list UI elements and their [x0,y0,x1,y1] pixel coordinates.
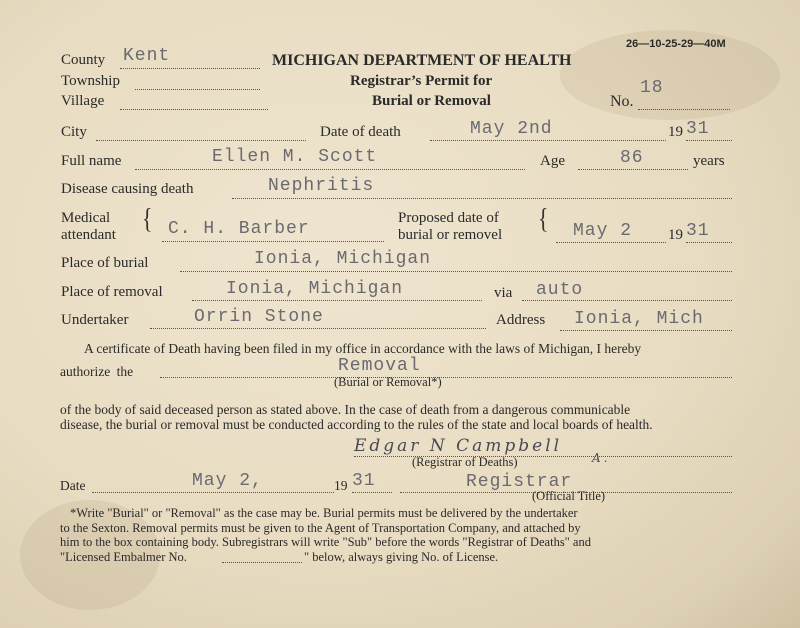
license-line [222,562,302,563]
address-label: Address [496,312,546,328]
date-year-prefix: 19 [334,478,348,493]
years-label: years [693,153,725,169]
proposed-label-1: Proposed date of [398,210,499,226]
medical-attendant-value: C. H. Barber [168,219,310,239]
full-name-value: Ellen M. Scott [212,147,378,167]
body-text-1: of the body of said deceased person as stated above. In the case of death from a dangerous communicable [60,402,631,417]
undertaker-line [150,328,486,329]
signature-line [354,456,732,457]
registrar-signature: Edgar N Campbell [354,436,563,456]
date-year-value: 31 [352,471,376,491]
full-name-label: Full name [61,153,122,169]
authorize-line [160,377,732,378]
age-value: 86 [620,148,644,168]
township-label: Township [61,73,120,89]
death-year-value: 31 [686,119,710,139]
permit-no-label: No. [610,93,634,110]
permit-no-value: 18 [640,78,664,98]
medical-label: Medical [61,210,111,226]
place-of-burial-label: Place of burial [61,255,149,271]
form-code: 26—10-25-29—40M [626,38,726,50]
registrar-of-deaths-caption: (Registrar of Deaths) [412,455,518,469]
date-value: May 2, [192,471,263,491]
county-value: Kent [123,46,171,66]
footnote-line-1: *Write "Burial" or "Removal" as the case may be. Burial permits must be delivered by the undertaker [70,506,578,520]
death-year-prefix: 19 [668,124,683,140]
date-of-death-label: Date of death [320,124,401,140]
proposed-date-value: May 2 [573,221,633,241]
footnote-line-4b: " below, always giving No. of License. [304,550,499,564]
permit-subtitle: Burial or Removal [372,93,491,109]
date-of-death-value: May 2nd [470,119,553,139]
proposed-brace: { [538,202,549,235]
certificate-text: A certificate of Death having been filed in my office in accordance with the laws of Michigan, I hereby [84,341,642,356]
signature-suffix: A. [592,451,611,465]
title-value: Registrar [466,472,573,492]
body-text-2: disease, the burial or removal must be conducted according to the rules of the state and local boards of health. [60,417,653,432]
attendant-brace: { [142,202,153,235]
city-line [96,140,306,141]
disease-line [232,198,732,199]
date-label: Date [60,478,86,493]
authorize-value: Removal [338,356,421,376]
proposed-year-prefix: 19 [668,227,683,243]
city-label: City [61,124,87,140]
disease-label: Disease causing death [61,181,194,197]
age-label: Age [540,153,565,169]
attendant-line [162,241,384,242]
age-line [578,169,688,170]
footnote-line-4: "Licensed Embalmer No. [60,550,187,564]
date-line [92,492,334,493]
full-name-line [135,169,525,170]
address-value: Ionia, Mich [574,309,704,329]
undertaker-value: Orrin Stone [194,307,324,327]
place-of-removal-value: Ionia, Michigan [226,279,404,299]
place-of-removal-line [192,300,482,301]
official-title-caption: (Official Title) [532,489,606,503]
death-year-line [686,140,732,141]
authorize-label: authorize the [60,364,134,379]
permit-title: Registrar’s Permit for [350,73,493,89]
place-of-burial-value: Ionia, Michigan [254,249,432,269]
township-line [135,89,260,90]
via-line [522,300,732,301]
date-year-line [352,492,392,493]
footnote-line-3: him to the box containing body. Subregistrars will write "Sub" before the words "Registrar of Deaths" and [60,535,591,549]
county-line [120,68,260,69]
proposed-date-line [556,242,666,243]
proposed-year-value: 31 [686,221,710,241]
attendant-label: attendant [61,227,116,243]
place-of-burial-line [180,271,732,272]
proposed-label-2: burial or removel [398,227,503,243]
village-line [120,109,268,110]
via-value: auto [536,280,584,300]
disease-value: Nephritis [268,176,375,196]
village-label: Village [61,93,105,109]
via-label: via [494,285,513,301]
footnote-line-2: to the Sexton. Removal permits must be given to the Agent of Transportation Company, and attached by [60,521,581,535]
place-of-removal-label: Place of removal [61,284,163,300]
address-line [560,330,732,331]
burial-or-removal-caption: (Burial or Removal*) [334,375,442,389]
undertaker-label: Undertaker [61,312,129,328]
permit-no-line [638,109,730,110]
department-title: MICHIGAN DEPARTMENT OF HEALTH [272,52,572,69]
date-of-death-line [430,140,666,141]
county-label: County [61,52,106,68]
proposed-year-line [686,242,732,243]
